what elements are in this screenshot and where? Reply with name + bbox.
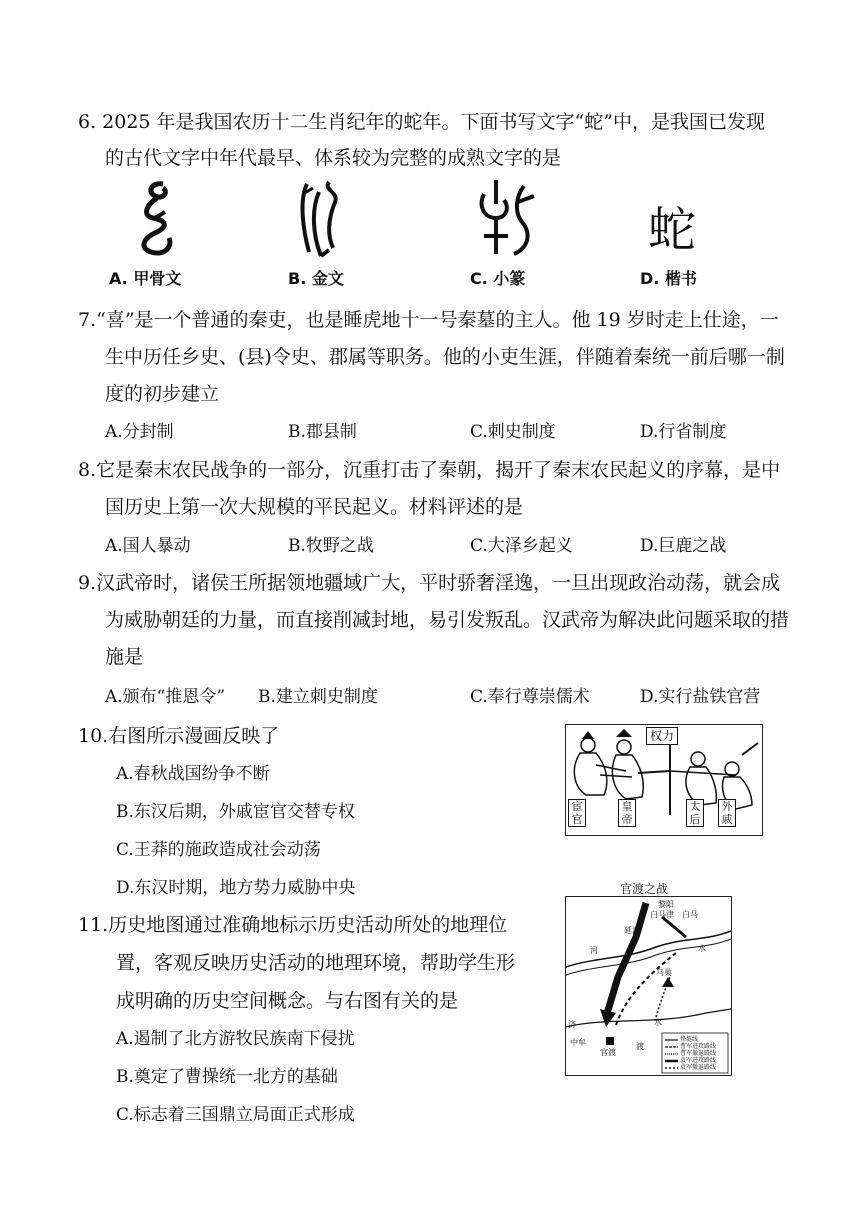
q6-line-1: 6. 2025 年是我国农历十二生肖纪年的蛇年。下面书写文字“蛇”中，是我国已发现 [78, 111, 765, 133]
q8-line-1: 8.它是秦末农民战争的一部分，沉重打击了秦朝，揭开了秦末农民起义的序幕，是中 [78, 459, 781, 481]
map-river-du: 渡 [636, 1042, 644, 1051]
q8-option-d: D.巨鹿之战 [640, 536, 727, 556]
q9-option-d: D.实行盐铁官营 [640, 687, 761, 707]
q11-line-3: 成明确的历史空间概念。与右图有关的是 [116, 990, 459, 1012]
map-river-shui-2: 水 [654, 1018, 662, 1027]
map-place-wuchao: 乌巢 [656, 968, 672, 977]
q11-option-c: C.标志着三国鼎立局面正式形成 [116, 1105, 355, 1125]
cartoon-power-label: 权力 [646, 727, 678, 745]
q9-line-1: 9.汉武帝时，诸侯王所据领地疆域广大，平时骄奢淫逸，一旦出现政治动荡，就会成 [78, 572, 781, 594]
q8-option-b: B.牧野之战 [288, 536, 374, 556]
q7-option-a: A.分封制 [105, 422, 174, 442]
q9-option-b: B.建立刺史制度 [258, 687, 378, 707]
map-place-baima: 白马 [682, 910, 698, 919]
map-place-guandu: 官渡 [600, 1048, 616, 1057]
q8-option-a: A.国人暴动 [105, 536, 191, 556]
guandu-battle-map [565, 896, 732, 1076]
map-river-he: 河 [590, 946, 598, 955]
map-title: 官渡之战 [620, 882, 669, 896]
map-legend-1: 烽燧线 [680, 1036, 699, 1043]
map-legend-5: 袁军撤退路线 [680, 1064, 717, 1071]
map-river-shui: 水 [698, 944, 706, 953]
q11-option-a: A.遏制了北方游牧民族南下侵扰 [116, 1029, 355, 1049]
map-legend-4: 袁军进攻路线 [680, 1057, 717, 1064]
map-legend-2: 曹军进攻路线 [680, 1043, 717, 1050]
q11-option-b: B.奠定了曹操统一北方的基础 [116, 1067, 338, 1087]
q8-option-c: C.大泽乡起义 [470, 536, 573, 556]
cartoon-eunuch-label: 宦官 [568, 799, 586, 827]
q10-option-b: B.东汉后期，外戚宦官交替专权 [116, 802, 355, 822]
cartoon-emperor-label: 皇帝 [618, 799, 636, 827]
q9-option-a: A.颁布“推恩令” [105, 687, 226, 707]
q6-option-c: C. 小篆 [470, 269, 526, 288]
q6-option-b: B. 金文 [288, 269, 344, 288]
map-legend-3: 曹军撤退路线 [680, 1050, 717, 1057]
map-place-zhongmou: 中牟 [570, 1038, 586, 1047]
q7-line-3: 度的初步建立 [105, 383, 220, 405]
q11-line-1: 11.历史地图通过准确地标示历史活动所处的地理位 [78, 914, 508, 936]
regular-script-snake-glyph: 蛇 [648, 202, 697, 258]
q7-line-2: 生中历任乡史、(县)令史、郡属等职务。他的小吏生涯，伴随着秦统一前后哪一制 [105, 346, 785, 368]
oracle-bone-snake-glyph [133, 178, 183, 258]
q10-option-d: D.东汉时期，地方势力威胁中央 [116, 878, 356, 898]
q10-option-c: C.王莽的施政造成社会动荡 [116, 840, 321, 860]
q7-option-d: D.行省制度 [640, 422, 727, 442]
q9-line-2: 为威胁朝廷的力量，而直接削减封地，易引发叛乱。汉武帝为解决此问题采取的措 [105, 609, 790, 631]
cartoon-empress-dowager-label: 太后 [686, 799, 704, 827]
q7-option-c: C.刺史制度 [470, 422, 556, 442]
q6-line-2: 的古代文字中年代最早、体系较为完整的成熟文字的是 [105, 147, 562, 169]
map-place-yanjin: 延津 [624, 926, 640, 935]
cartoon-consort-clan-label: 外戚 [718, 799, 736, 827]
q11-line-2: 置，客观反映历史活动的地理环境，帮助学生形 [116, 952, 516, 974]
bronze-snake-glyph [295, 180, 350, 260]
map-place-liyang: 黎阳 [658, 900, 674, 909]
q7-line-1: 7.“喜”是一个普通的秦吏，也是睡虎地十一号秦墓的主人。他 19 岁时走上仕途，一 [78, 309, 779, 331]
power-struggle-cartoon [565, 724, 763, 836]
q8-line-2: 国历史上第一次大规模的平民起义。材料评述的是 [105, 496, 524, 518]
q6-option-d: D. 楷书 [640, 269, 697, 288]
small-seal-snake-glyph [474, 176, 544, 266]
q9-option-c: C.奉行尊崇儒术 [470, 687, 590, 707]
q10-option-a: A.春秋战国纷争不断 [116, 764, 270, 784]
map-place-baimajin: 白马津 [650, 910, 674, 919]
q10-stem: 10.右图所示漫画反映了 [78, 725, 280, 747]
q7-option-b: B.郡县制 [288, 422, 357, 442]
map-river-ji: 济 [568, 1020, 576, 1029]
q9-line-3: 施是 [105, 646, 144, 668]
q6-option-a: A. 甲骨文 [109, 269, 182, 288]
